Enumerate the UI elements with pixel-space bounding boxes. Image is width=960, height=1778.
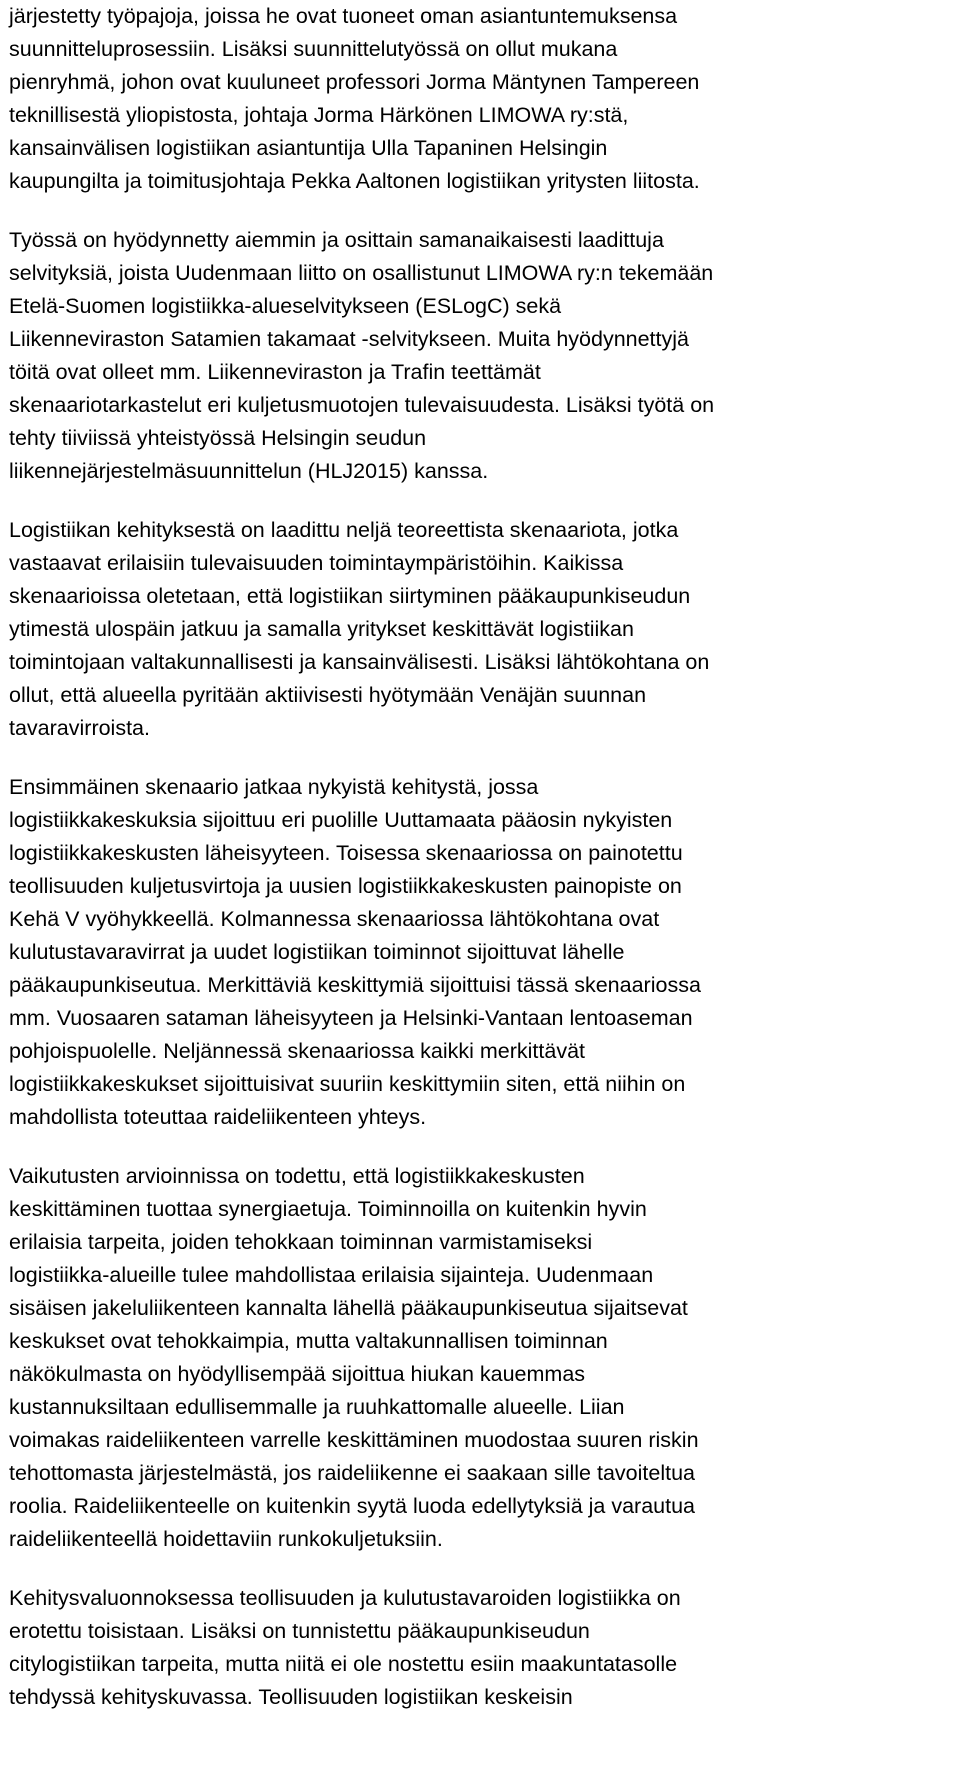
text-line: vastaavat erilaisiin tulevaisuuden toimintaympäristöihin. Kaikissa (9, 551, 624, 575)
text-line: Etelä-Suomen logistiikka-alueselvitykseen (ESLogC) sekä (9, 294, 562, 318)
text-line: ytimestä ulospäin jatkuu ja samalla yritykset keskittävät logistiikan (9, 617, 634, 641)
text-line: Työssä on hyödynnetty aiemmin ja osittain samanaikaisesti laadittuja (9, 228, 664, 252)
text-line: näkökulmasta on hyödyllisempää sijoittua hiukan kauemmas (9, 1362, 586, 1386)
text-line: ollut, että alueella pyritään aktiivisesti hyötymään Venäjän suunnan (9, 683, 647, 707)
text-line: tehty tiiviissä yhteistyössä Helsingin seudun (9, 426, 427, 450)
text-line: Ensimmäinen skenaario jatkaa nykyistä kehitystä, jossa (9, 775, 539, 799)
text-line: logistiikka-alueille tulee mahdollistaa erilaisia sijainteja. Uudenmaan (9, 1263, 654, 1287)
text-line: Kehitysvaluonnoksessa teollisuuden ja kulutustavaroiden logistiikka on (9, 1586, 681, 1610)
text-line: mahdollista toteuttaa raideliikenteen yhteys. (9, 1105, 427, 1129)
text-line: logistiikkakeskusten läheisyyteen. Toisessa skenaariossa on painotettu (9, 841, 683, 865)
text-line: teollisuuden kuljetusvirtoja ja uusien logistiikkakeskusten painopiste on (9, 874, 682, 898)
text-line: kaupungilta ja toimitusjohtaja Pekka Aaltonen logistiikan yritysten liitosta. (9, 169, 700, 193)
text-line: skenaariotarkastelut eri kuljetusmuotojen tulevaisuudesta. Lisäksi työtä on (9, 393, 715, 417)
paragraph-scenarios-detail (9, 771, 950, 1134)
text-line: tehdyssä kehityskuvassa. Teollisuuden logistiikan keskeisin (9, 1685, 573, 1709)
paragraph-impact-assessment (9, 1160, 950, 1556)
text-line: kulutustavaravirrat ja uudet logistiikan toiminnot sijoittuvat lähelle (9, 940, 625, 964)
text-line: keskukset ovat tehokkaimpia, mutta valtakunnallisen toiminnan (9, 1329, 608, 1353)
text-line: suunnitteluprosessiin. Lisäksi suunnittelutyössä on ollut mukana (9, 37, 618, 61)
paragraph-sources (9, 224, 950, 488)
text-line: pääkaupunkiseutua. Merkittäviä keskittymiä sijoittuisi tässä skenaariossa (9, 973, 701, 997)
text-line: teknillisestä yliopistosta, johtaja Jorma Härkönen LIMOWA ry:stä, (9, 103, 629, 127)
paragraph-scenarios-intro (9, 514, 950, 745)
text-line: mm. Vuosaaren sataman läheisyyteen ja Helsinki-Vantaan lentoaseman (9, 1006, 693, 1030)
text-line: tehottomasta järjestelmästä, jos raideliikenne ei saakaan sille tavoiteltua (9, 1461, 695, 1485)
text-line: Liikenneviraston Satamien takamaat -selvitykseen. Muita hyödynnettyjä (9, 327, 689, 351)
paragraph-gap (9, 488, 950, 514)
text-line: erotettu toisistaan. Lisäksi on tunnistettu pääkaupunkiseudun (9, 1619, 590, 1643)
text-line: pienryhmä, johon ovat kuuluneet professori Jorma Mäntynen Tampereen (9, 70, 700, 94)
text-line: toimintojaan valtakunnallisesti ja kansainvälisesti. Lisäksi lähtökohtana on (9, 650, 710, 674)
text-line: kansainvälisen logistiikan asiantuntija Ulla Tapaninen Helsingin (9, 136, 608, 160)
text-line: citylogistiikan tarpeita, mutta niitä ei ole nostettu esiin maakuntatasolle (9, 1652, 678, 1676)
text-line: kustannuksiltaan edullisemmalle ja ruuhkattomalle alueelle. Liian (9, 1395, 625, 1419)
paragraph-gap (9, 745, 950, 771)
text-line: skenaarioissa oletetaan, että logistiikan siirtyminen pääkaupunkiseudun (9, 584, 691, 608)
text-line: töitä ovat olleet mm. Liikenneviraston ja Trafin teettämät (9, 360, 541, 384)
text-line: pohjoispuolelle. Neljännessä skenaariossa kaikki merkittävät (9, 1039, 586, 1063)
text-line: roolia. Raideliikenteelle on kuitenkin syytä luoda edellytyksiä ja varautua (9, 1494, 696, 1518)
text-line: tavaravirroista. (9, 716, 150, 740)
text-line: raideliikenteellä hoidettaviin runkokuljetuksiin. (9, 1527, 443, 1551)
text-line: sisäisen jakeluliikenteen kannalta lähellä pääkaupunkiseutua sijaitsevat (9, 1296, 688, 1320)
text-line: Kehä V vyöhykkeellä. Kolmannessa skenaariossa lähtökohtana ovat (9, 907, 660, 931)
paragraph-draft (9, 1582, 950, 1714)
text-line: selvityksiä, joista Uudenmaan liitto on osallistunut LIMOWA ry:n tekemään (9, 261, 714, 285)
paragraph-workshops (9, 0, 950, 198)
text-line: logistiikkakeskukset sijoittuisivat suuriin keskittymiin siten, että niihin on (9, 1072, 686, 1096)
text-line: logistiikkakeskuksia sijoittuu eri puolille Uuttamaata pääosin nykyisten (9, 808, 673, 832)
text-line: keskittäminen tuottaa synergiaetuja. Toiminnoilla on kuitenkin hyvin (9, 1197, 647, 1221)
text-line: voimakas raideliikenteen varrelle keskittäminen muodostaa suuren riskin (9, 1428, 699, 1452)
text-line: järjestetty työpajoja, joissa he ovat tuoneet oman asiantuntemuksensa (9, 4, 678, 28)
text-line: erilaisia tarpeita, joiden tehokkaan toiminnan varmistamiseksi (9, 1230, 593, 1254)
text-line: Logistiikan kehityksestä on laadittu neljä teoreettista skenaariota, jotka (9, 518, 679, 542)
paragraph-gap (9, 1134, 950, 1160)
text-line: liikennejärjestelmäsuunnittelun (HLJ2015) kanssa. (9, 459, 489, 483)
text-line: Vaikutusten arvioinnissa on todettu, että logistiikkakeskusten (9, 1164, 585, 1188)
paragraph-gap (9, 198, 950, 224)
paragraph-gap (9, 1556, 950, 1582)
